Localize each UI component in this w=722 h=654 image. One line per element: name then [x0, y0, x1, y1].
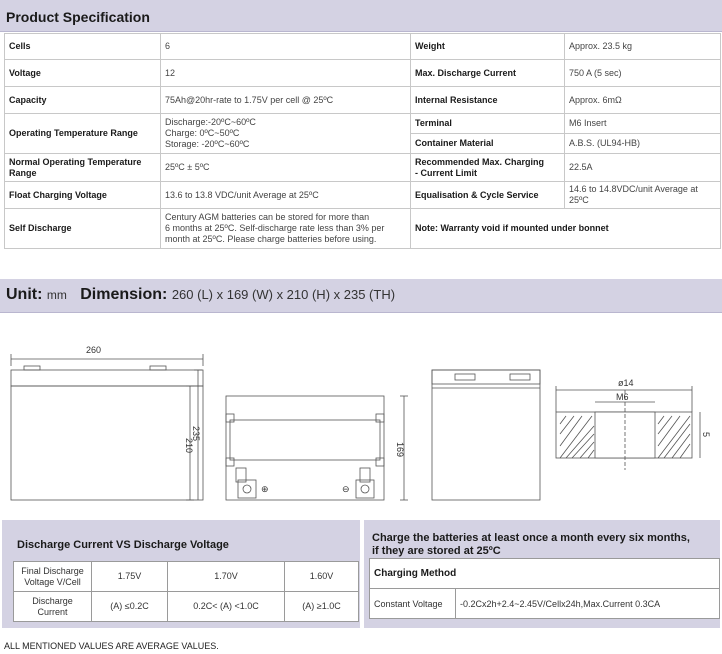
spec-label: Container Material [411, 134, 565, 154]
dimension-value: 260 (L) x 169 (W) x 210 (H) x 235 (TH) [171, 287, 396, 302]
current-cell: 0.2C< (A) <1.0C [168, 592, 285, 622]
warranty-note: Note: Warranty void if mounted under bonnet [411, 209, 721, 249]
table-row [14, 592, 359, 622]
spec-title: Product Specification [6, 9, 150, 25]
spec-value: Approx. 6mΩ [565, 87, 721, 114]
table-row [5, 87, 721, 114]
table-row [5, 114, 721, 134]
label-line: Final Discharge [21, 565, 84, 576]
label-line: - Current Limit [415, 167, 477, 178]
note-line: if they are stored at 25ºC [372, 545, 501, 557]
footnote: ALL MENTIONED VALUES ARE AVERAGE VALUES. [4, 641, 219, 651]
spec-value [161, 114, 411, 154]
spec-label: Capacity [5, 87, 161, 114]
total-height-dim: 235 [191, 426, 201, 442]
table-row [14, 562, 359, 592]
dimension-header [0, 279, 722, 313]
spec-label: Voltage [5, 60, 161, 87]
spec-label [5, 154, 161, 182]
spec-value: 13.6 to 13.8 VDC/unit Average at 25ºC [161, 182, 411, 209]
spec-table [4, 33, 721, 249]
label-line: Voltage V/Cell [24, 576, 81, 587]
length-dim: 260 [86, 345, 102, 355]
current-cell: (A) ≤0.2C [92, 592, 168, 622]
table-row [370, 559, 720, 589]
cv-value: -0.2Cx2h+2.4~2.45V/Cellx24h,Max.Current 0.3CA [456, 589, 720, 619]
dimension-line [6, 286, 395, 304]
row-label [14, 562, 92, 592]
table-row [5, 182, 721, 209]
spec-value: 75Ah@20hr-rate to 1.75V per cell @ 25ºC [161, 87, 411, 114]
charging-note [372, 532, 690, 558]
spec-label: Cells [5, 34, 161, 60]
current-cell: (A) ≥1.0C [285, 592, 359, 622]
minus-icon: ⊖ [342, 484, 350, 494]
discharge-title: Discharge Current VS Discharge Voltage [17, 539, 229, 551]
spec-label: Self Discharge [5, 209, 161, 249]
voltage-cell: 1.75V [92, 562, 168, 592]
spec-value: A.B.S. (UL94-HB) [565, 134, 721, 154]
spec-value: 12 [161, 60, 411, 87]
voltage-cell: 1.60V [285, 562, 359, 592]
text-line: 6 months at 25ºC. Self-discharge rate less than 3% per [165, 223, 385, 233]
table-row [5, 154, 721, 182]
terminal-outer-dim: ø14 [618, 378, 634, 388]
unit-label: Unit: [6, 286, 43, 303]
side-view [432, 370, 540, 500]
height-dim: 210 [184, 438, 194, 454]
temp-discharge: Discharge:-20ºC~60ºC [165, 117, 256, 127]
top-view [226, 396, 408, 500]
spec-value: 6 [161, 34, 411, 60]
cv-label: Constant Voltage [370, 589, 456, 619]
width-dim: 169 [395, 442, 405, 458]
terminal-thread-dim: M6 [616, 392, 629, 402]
text-line: month at 25ºC. Please charge batteries before using. [165, 234, 377, 244]
row-label [14, 592, 92, 622]
charging-panel [364, 520, 720, 628]
temp-storage: Storage: -20ºC~60ºC [165, 139, 250, 149]
note-line: Charge the batteries at least once a month every six months, [372, 532, 690, 544]
spec-label: Internal Resistance [411, 87, 565, 114]
spec-value: 22.5A [565, 154, 721, 182]
table-row [5, 60, 721, 87]
table-row [370, 589, 720, 619]
spec-label: Max. Discharge Current [411, 60, 565, 87]
table-row [5, 209, 721, 249]
spec-header [0, 0, 722, 32]
plus-icon: ⊕ [261, 484, 269, 494]
dimension-drawing [0, 330, 722, 510]
discharge-table [13, 561, 359, 622]
discharge-panel [2, 520, 360, 628]
label-line: Normal Operating Temperature [9, 156, 142, 167]
spec-label: Terminal [411, 114, 565, 134]
spec-label: Weight [411, 34, 565, 60]
terminal-depth-dim: 5 [701, 432, 711, 438]
spec-value: 25ºC ± 5ºC [161, 154, 411, 182]
text-line: Century AGM batteries can be stored for more than [165, 212, 370, 222]
spec-label [411, 154, 565, 182]
spec-label: Float Charging Voltage [5, 182, 161, 209]
label-line: Current [37, 606, 68, 617]
charging-method-label: Charging Method [370, 559, 720, 589]
label-line: Range [9, 167, 37, 178]
spec-label: Operating Temperature Range [5, 114, 161, 154]
spec-value [161, 209, 411, 249]
spec-value: 750 A (5 sec) [565, 60, 721, 87]
voltage-cell: 1.70V [168, 562, 285, 592]
temp-charge: Charge: 0ºC~50ºC [165, 128, 240, 138]
spec-label: Equalisation & Cycle Service [411, 182, 565, 209]
spec-value: M6 Insert [565, 114, 721, 134]
charging-table [369, 558, 720, 619]
spec-value: Approx. 23.5 kg [565, 34, 721, 60]
unit-value: mm [46, 288, 67, 302]
spec-value: 14.6 to 14.8VDC/unit Average at 25ºC [565, 182, 721, 209]
label-line: Discharge [32, 595, 73, 606]
label-line: Recommended Max. Charging [415, 156, 545, 167]
dimension-label: Dimension: [80, 286, 168, 303]
front-view [11, 354, 203, 500]
table-row [5, 34, 721, 60]
